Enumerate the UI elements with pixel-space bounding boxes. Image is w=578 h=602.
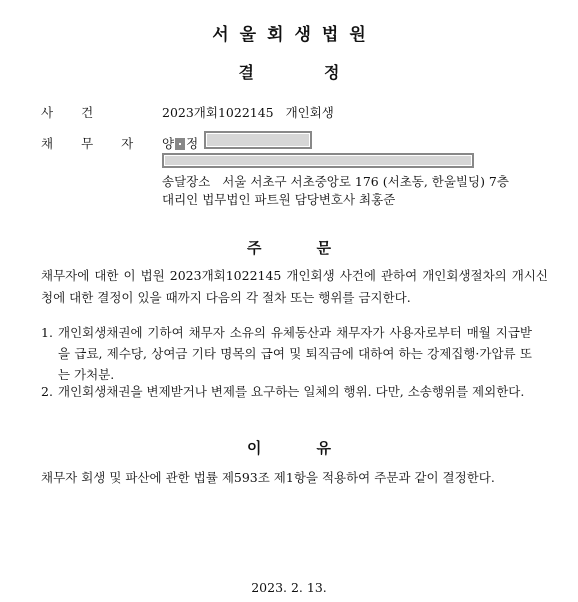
debtor-name: [162, 134, 198, 152]
order-item-text: 개인회생채권에 기하여 채무자 소유의 유체동산과 채무자가 사용자로부터 매월 지급받을 급료, 제수당, 상여금 기타 명목의 급여 및 퇴직금에 대하여 하는 강제집행·가압류 또는 가처분.: [58, 325, 532, 382]
case-type: 개인회생: [285, 105, 334, 120]
agent-name: 법무법인 파트원 담당변호사 최홍준: [202, 192, 396, 207]
order-item-number: 1.: [41, 325, 53, 340]
agent-line: [162, 190, 395, 208]
case-number: 2023개회1022145: [162, 105, 274, 120]
redaction-box-debtor-id: [204, 131, 312, 149]
document-type: 결정: [238, 63, 410, 82]
order-item-text: 개인회생채권을 변제받거나 변제를 요구하는 일체의 행위. 다만, 소송행위를 제외한다.: [58, 384, 525, 399]
court-name: 서울회생법원: [212, 25, 377, 45]
debtor-name-last: 정: [186, 136, 199, 151]
order-item-1: [41, 322, 532, 385]
reason-title: 이유: [247, 439, 386, 457]
order-intro: 채무자에 대한 이 법원 2023개회1022145 개인회생 사건에 관하여 개인회생절차의 개시신청에 대한 결정이 있을 때까지 다음의 각 절차 또는 행위를 금지한다.: [41, 268, 548, 305]
debtor-name-first: 양: [162, 136, 175, 151]
decision-date: 2023. 2. 13.: [251, 580, 327, 595]
case-info: [162, 103, 334, 121]
service-address: 서울 서초구 서초중앙로 176 (서초동, 한울빌딩) 7층: [222, 174, 509, 189]
order-item-number: 2.: [41, 384, 53, 399]
masked-character: [175, 138, 185, 150]
case-label: 사건: [41, 105, 122, 120]
agent-label: 대리인: [162, 192, 199, 207]
order-title: 주문: [247, 239, 386, 257]
redaction-box-debtor-address: [162, 153, 474, 168]
order-item-2: [41, 381, 532, 402]
reason-text: 채무자 회생 및 파산에 관한 법률 제593조 제1항을 적용하여 주문과 같이 결정한다.: [41, 470, 495, 485]
debtor-label: 채무자: [41, 136, 162, 151]
service-address-label: 송달장소: [162, 174, 211, 189]
service-address-line: [162, 172, 509, 190]
